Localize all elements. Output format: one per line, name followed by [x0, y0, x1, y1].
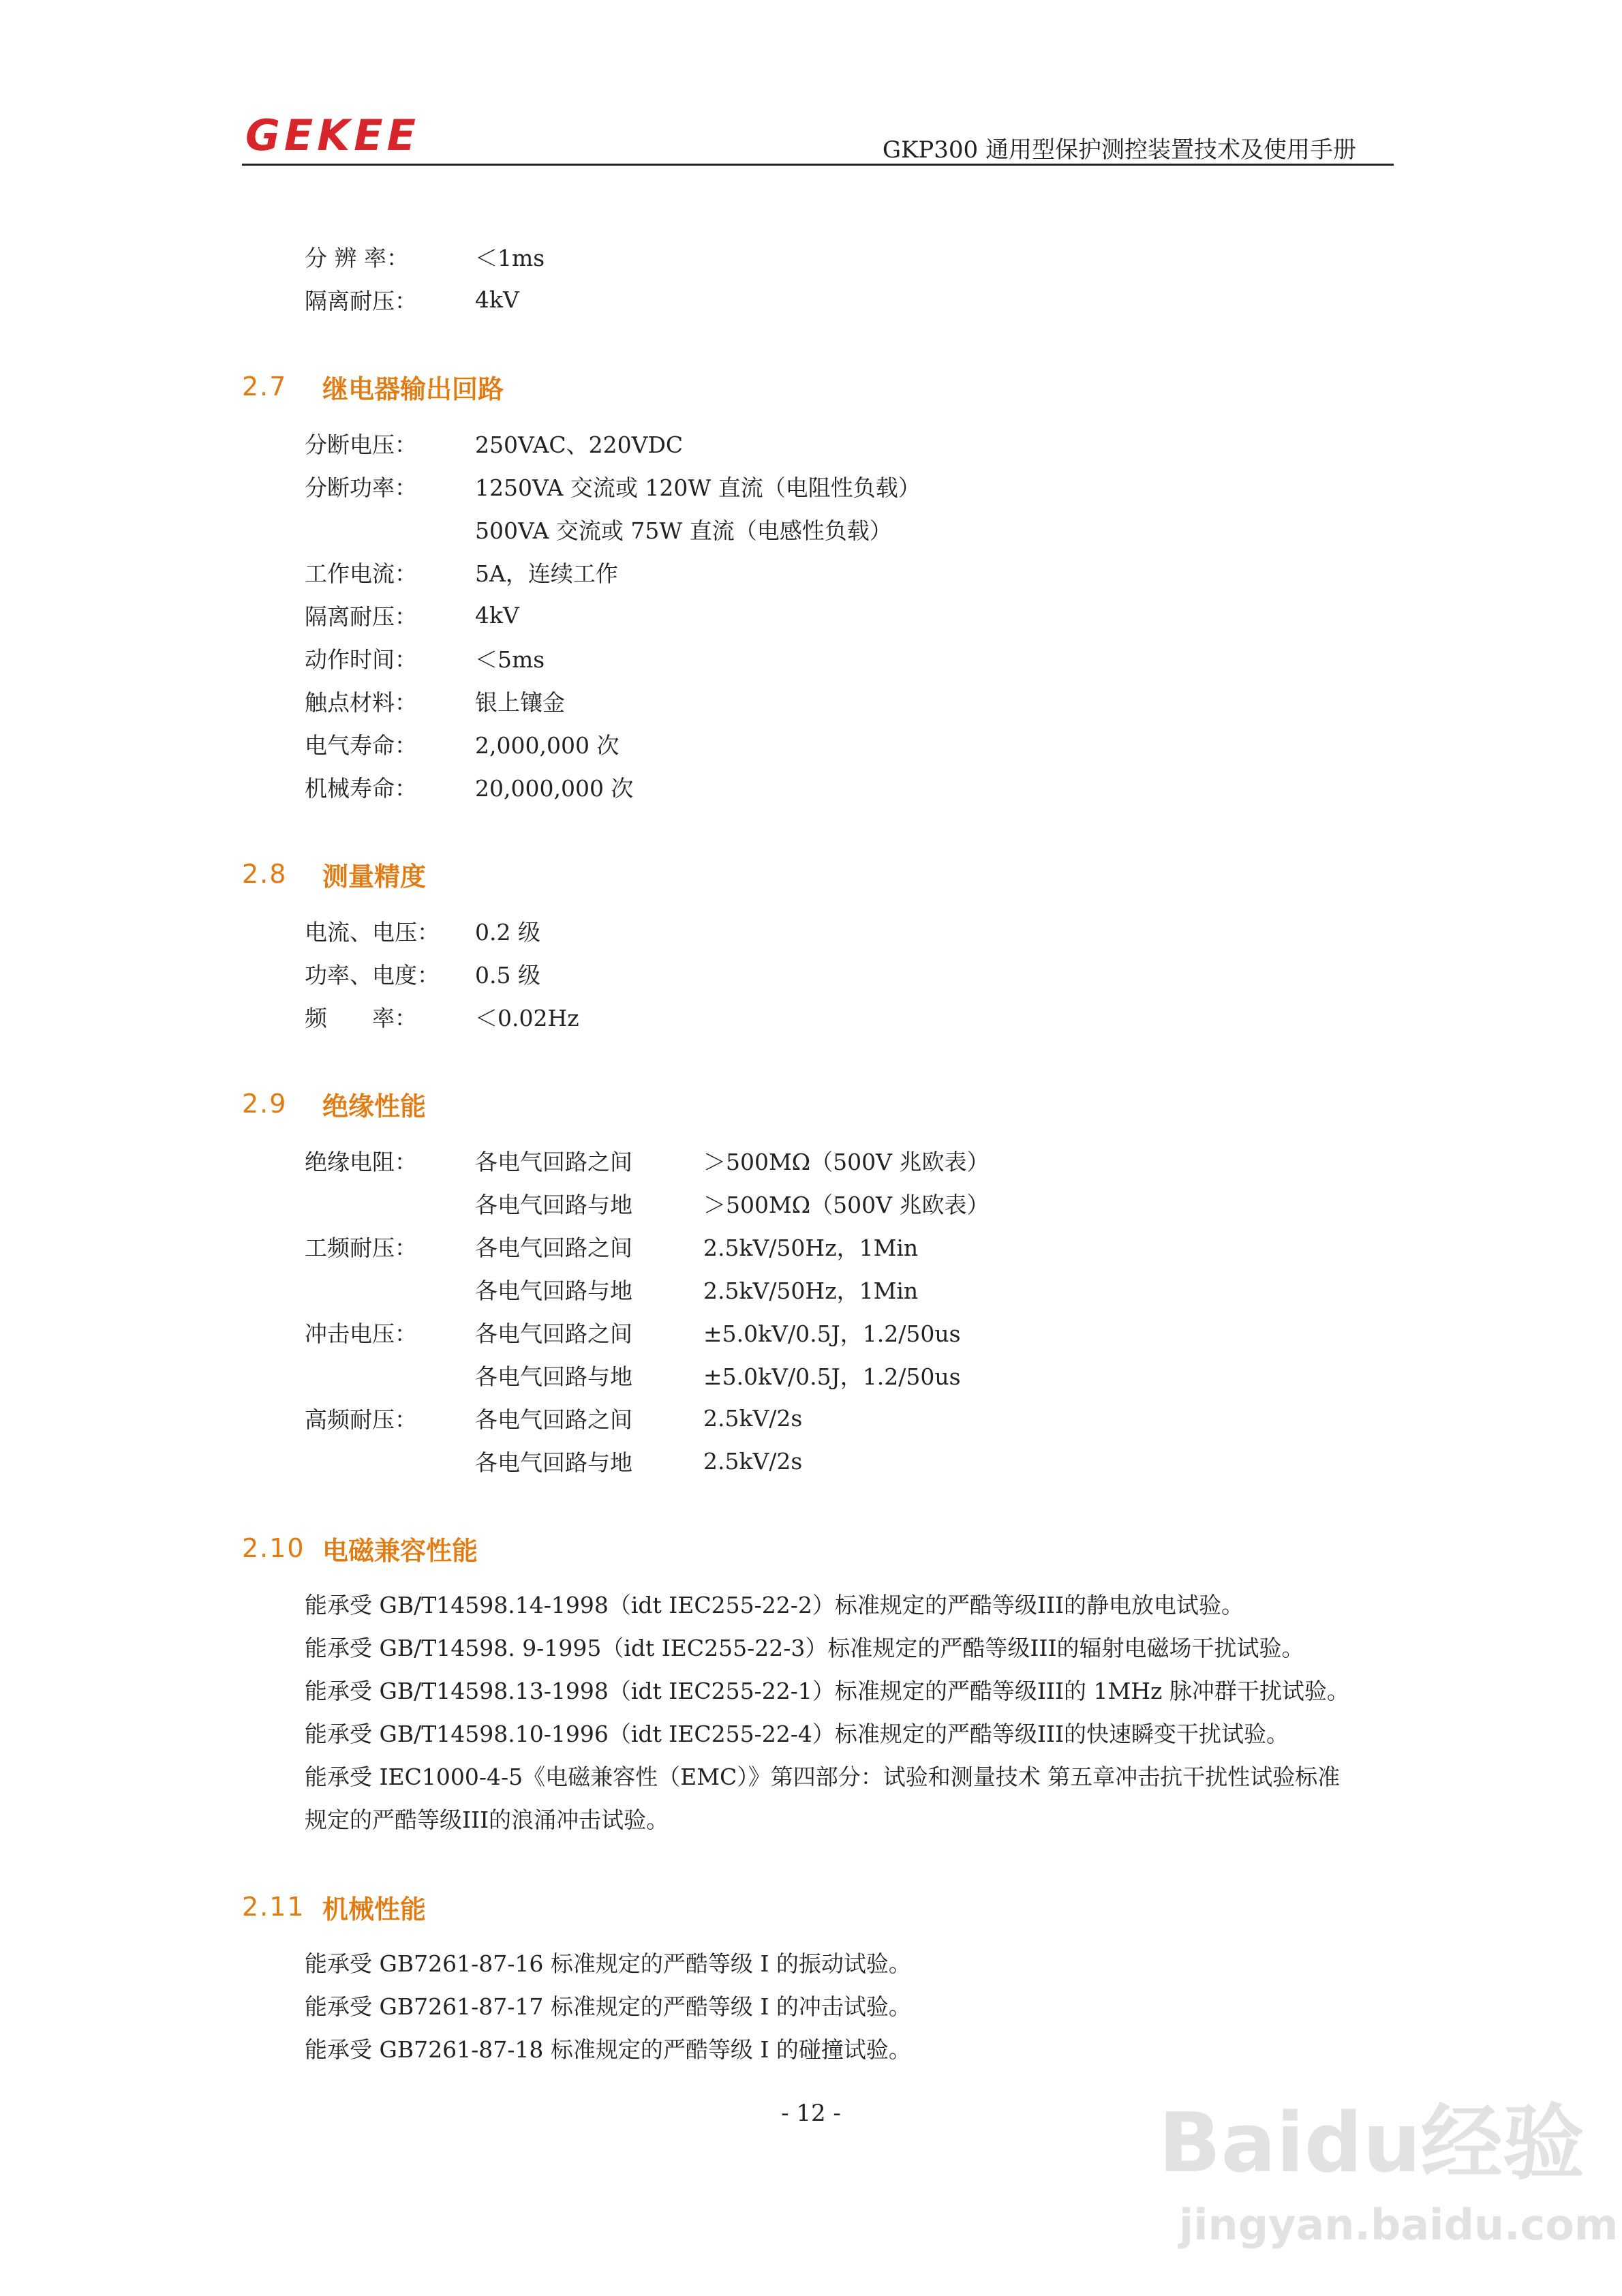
watermark-brand: Baidu经验 [1159, 2096, 1585, 2191]
spec-value: 250VAC、220VDC [475, 432, 684, 458]
spec-row [242, 766, 1394, 809]
spec-value: 2.5kV/50Hz，1Min [703, 1235, 919, 1261]
spec-label: 绝缘电阻： [305, 1149, 417, 1175]
spec-label: 触点材料： [305, 689, 417, 716]
gekee-logo [245, 110, 470, 160]
spec-value: ±5.0kV/0.5J，1.2/50us [703, 1320, 961, 1347]
section-number: 2.8 [242, 859, 288, 889]
spec-row [242, 637, 1394, 680]
section-heading-2-8 [242, 851, 1394, 897]
mechanical-paragraphs [242, 1942, 1394, 2071]
spec-label: 频 率： [305, 1005, 417, 1031]
spec-value: 2.5kV/50Hz，1Min [703, 1278, 919, 1304]
spec-label: 分 辨 率： [305, 245, 409, 271]
paragraph: 能承受 GB7261-87-18 标准规定的严酷等级 I 的碰撞试验。 [305, 2036, 911, 2063]
spec-row [242, 422, 1394, 465]
spec-circuit: 各电气回路之间 [475, 1320, 632, 1347]
spec-value: ＜5ms [475, 646, 545, 673]
spec-label: 隔离耐压： [305, 603, 417, 630]
spec-value: 0.5 级 [475, 962, 540, 988]
spec-value: 4kV [475, 286, 519, 313]
spec-value: 银上镶金 [475, 689, 565, 716]
paragraph: 能承受 GB/T14598.13-1998（idt IEC255-22-1）标准规定的严酷等级III的 1MHz 脉冲群干扰试验。 [305, 1678, 1349, 1704]
spec-value: ±5.0kV/0.5J，1.2/50us [703, 1363, 961, 1390]
spec-value: 4kV [475, 602, 519, 629]
section-title: 测量精度 [322, 861, 427, 892]
spec-row [242, 1440, 1394, 1483]
paragraph: 规定的严酷等级III的浪涌冲击试验。 [305, 1807, 669, 1833]
section-title: 电磁兼容性能 [322, 1535, 478, 1566]
section-title: 机械性能 [322, 1894, 427, 1924]
spec-label: 分断电压： [305, 432, 417, 458]
spec-label: 工作电流： [305, 560, 417, 587]
spec-label: 冲击电压： [305, 1320, 417, 1347]
spec-row [242, 465, 1394, 508]
spec-row [242, 680, 1394, 723]
spec-row [242, 1311, 1394, 1354]
spec-label: 机械寿命： [305, 775, 417, 802]
spec-value: ＞500MΩ（500V 兆欧表） [703, 1149, 990, 1175]
paragraph: 能承受 GB/T14598.10-1996（idt IEC255-22-4）标准规定的严酷等级III的快速瞬变干扰试验。 [305, 1721, 1289, 1747]
intro-spec-list [242, 235, 1394, 321]
spec-circuit: 各电气回路之间 [475, 1235, 632, 1261]
spec-label: 电气寿命： [305, 732, 417, 759]
page-header [242, 109, 1394, 166]
spec-circuit: 各电气回路与地 [475, 1192, 632, 1218]
spec-label: 功率、电度： [305, 962, 440, 988]
paragraph: 能承受 GB/T14598. 9-1995（idt IEC255-22-3）标准规定的严酷等级III的辐射电磁场干扰试验。 [305, 1635, 1304, 1661]
spec-value: 2.5kV/2s [703, 1405, 803, 1432]
spec-label: 隔离耐压： [305, 288, 417, 314]
relay-output-spec-list [242, 422, 1394, 809]
paragraph: 能承受 GB7261-87-16 标准规定的严酷等级 I 的振动试验。 [305, 1950, 911, 1977]
spec-label: 工频耐压： [305, 1235, 417, 1261]
spec-circuit: 各电气回路与地 [475, 1449, 632, 1476]
logo-text: GEKEE [245, 110, 420, 160]
section-number: 2.9 [242, 1089, 288, 1119]
spec-label: 分断功率： [305, 474, 417, 501]
spec-row [242, 551, 1394, 594]
spec-row [242, 594, 1394, 637]
section-title: 绝缘性能 [322, 1091, 427, 1121]
paragraph: 能承受 IEC1000-4-5《电磁兼容性（EMC）》第四部分：试验和测量技术 第五章冲击抗干扰性试验标准 [305, 1764, 1341, 1790]
spec-value: 1250VA 交流或 120W 直流（电阻性负载） [475, 474, 921, 501]
section-number: 2.11 [242, 1892, 305, 1922]
spec-row [242, 952, 1394, 995]
spec-row [242, 1225, 1394, 1268]
spec-value: 2.5kV/2s [703, 1448, 803, 1475]
section-heading-2-9 [242, 1081, 1394, 1127]
spec-row [242, 1397, 1394, 1440]
page-number: - 12 - [781, 2100, 841, 2127]
spec-row [242, 1354, 1394, 1397]
document-title: GKP300 通用型保护测控装置技术及使用手册 [882, 136, 1356, 164]
spec-value: 0.2 级 [475, 919, 540, 946]
emc-paragraphs [242, 1584, 1394, 1841]
spec-row [242, 723, 1394, 766]
spec-circuit: 各电气回路之间 [475, 1149, 632, 1175]
spec-row [242, 235, 1394, 278]
page-content [242, 235, 1394, 2071]
spec-row [242, 278, 1394, 321]
section-heading-2-7 [242, 363, 1394, 410]
spec-circuit: 各电气回路之间 [475, 1406, 632, 1433]
spec-row [242, 1268, 1394, 1311]
spec-label: 动作时间： [305, 646, 417, 673]
spec-row [242, 508, 1394, 551]
paragraph: 能承受 GB/T14598.14-1998（idt IEC255-22-2）标准规定的严酷等级III的静电放电试验。 [305, 1592, 1244, 1618]
section-heading-2-11 [242, 1884, 1394, 1930]
spec-value: 500VA 交流或 75W 直流（电感性负载） [475, 517, 892, 544]
spec-value: ＜1ms [475, 245, 545, 271]
spec-row [242, 1182, 1394, 1225]
spec-row [242, 1139, 1394, 1182]
spec-label: 高频耐压： [305, 1406, 417, 1433]
spec-row [242, 995, 1394, 1038]
watermark-url: jingyan.baidu.com [1179, 2200, 1619, 2250]
measurement-accuracy-list [242, 909, 1394, 1038]
spec-row [242, 909, 1394, 952]
spec-value: 20,000,000 次 [475, 775, 634, 802]
spec-circuit: 各电气回路与地 [475, 1278, 632, 1304]
paragraph: 能承受 GB7261-87-17 标准规定的严酷等级 I 的冲击试验。 [305, 1993, 911, 2020]
section-heading-2-10 [242, 1525, 1394, 1571]
spec-circuit: 各电气回路与地 [475, 1363, 632, 1390]
section-number: 2.7 [242, 372, 288, 402]
spec-label: 电流、电压： [305, 919, 440, 946]
spec-value: 5A，连续工作 [475, 560, 618, 587]
baidu-jingyan-watermark [1152, 2076, 1619, 2260]
section-title: 继电器输出回路 [322, 374, 504, 404]
spec-value: 2,000,000 次 [475, 732, 619, 759]
spec-value: ＞500MΩ（500V 兆欧表） [703, 1192, 990, 1218]
insulation-spec-list [242, 1139, 1394, 1483]
spec-value: ＜0.02Hz [475, 1005, 579, 1031]
section-number: 2.10 [242, 1533, 305, 1563]
